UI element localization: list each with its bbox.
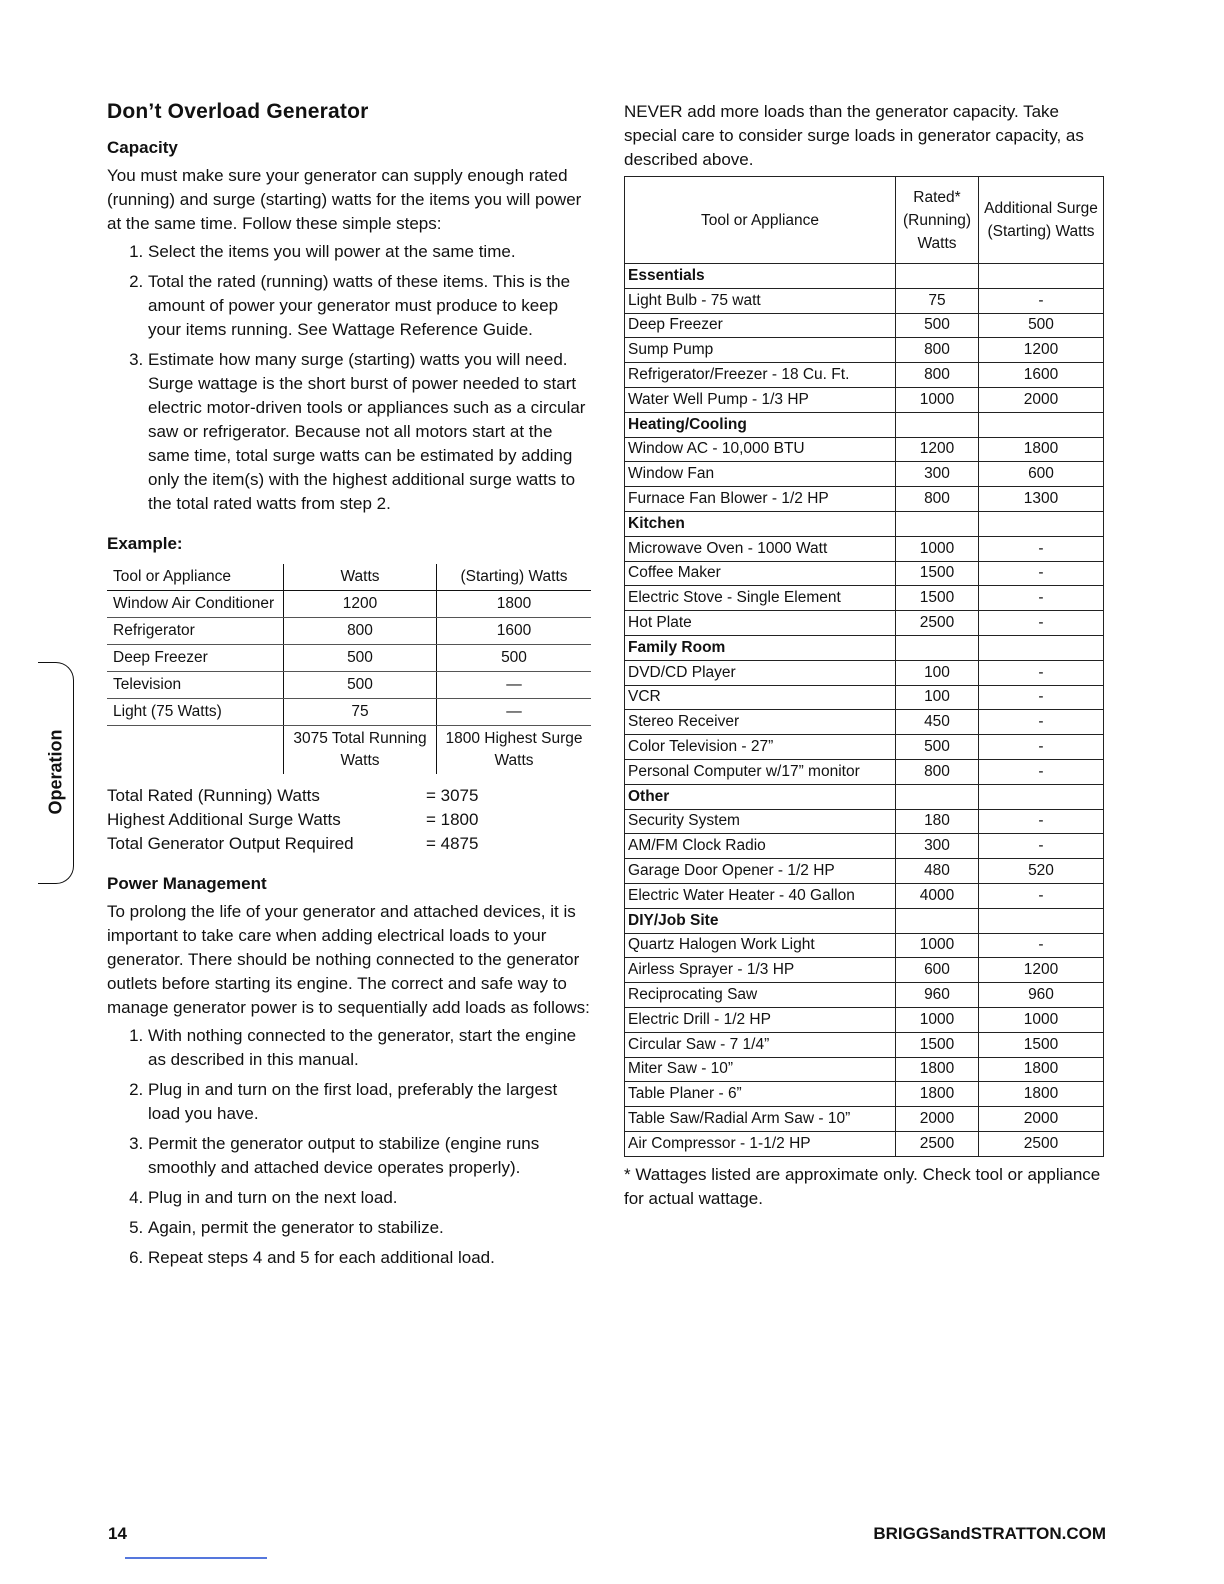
- summary-row: [107, 832, 591, 856]
- wattage-category-row: [625, 635, 1104, 660]
- wattage-row: [625, 1107, 1104, 1132]
- wattage-category-row: [625, 264, 1104, 289]
- example-cell: —: [437, 699, 592, 726]
- rated-watts-cell: 1000: [896, 387, 979, 412]
- rated-watts-cell: 2500: [896, 1131, 979, 1156]
- example-row: [107, 618, 591, 645]
- capacity-step: 2. Total the rated (running) watts of these items. This is the amount of power your generator must produce to keep your items running. See Wattage Reference Guide.: [148, 270, 591, 342]
- example-table: [107, 564, 591, 774]
- surge-watts-cell: [979, 635, 1104, 660]
- example-cell: 1200: [284, 591, 437, 618]
- example-header-cell: Tool or Appliance: [107, 564, 284, 591]
- wattage-row: [625, 1032, 1104, 1057]
- appliance-name-cell: Electric Water Heater - 40 Gallon: [625, 883, 896, 908]
- rated-watts-cell: 1000: [896, 933, 979, 958]
- wattage-row: [625, 1007, 1104, 1032]
- surge-watts-cell: [979, 264, 1104, 289]
- rated-watts-cell: 800: [896, 338, 979, 363]
- wattage-row: [625, 387, 1104, 412]
- appliance-name-cell: Family Room: [625, 635, 896, 660]
- power-management-steps: [107, 1024, 591, 1270]
- wattage-row: [625, 586, 1104, 611]
- power-step: 6. Repeat steps 4 and 5 for each additional load.: [148, 1246, 591, 1270]
- rated-watts-cell: 600: [896, 958, 979, 983]
- overload-warning: NEVER add more loads than the generator capacity. Take special care to consider surge loads in generator capacity, as described above.: [624, 102, 1084, 169]
- example-cell: Television: [107, 672, 284, 699]
- example-cell: 1800: [437, 591, 592, 618]
- summary-value: = 1800: [426, 810, 479, 829]
- appliance-name-cell: Reciprocating Saw: [625, 983, 896, 1008]
- example-header-row: [107, 564, 591, 591]
- wattage-row: [625, 462, 1104, 487]
- rated-watts-cell: [896, 511, 979, 536]
- wattage-row: [625, 1131, 1104, 1156]
- rated-watts-cell: 1000: [896, 1007, 979, 1032]
- wattage-row: [625, 1082, 1104, 1107]
- surge-watts-cell: 500: [979, 313, 1104, 338]
- wattage-header-cell: Additional Surge (Starting) Watts: [979, 177, 1104, 264]
- footer-rule: [125, 1557, 267, 1559]
- example-heading: Example:: [107, 534, 183, 553]
- appliance-name-cell: Electric Drill - 1/2 HP: [625, 1007, 896, 1032]
- wattage-reference-table: [624, 176, 1104, 1157]
- appliance-name-cell: VCR: [625, 685, 896, 710]
- example-cell: 1600: [437, 618, 592, 645]
- wattage-category-row: [625, 511, 1104, 536]
- rated-watts-cell: 300: [896, 462, 979, 487]
- surge-watts-cell: -: [979, 809, 1104, 834]
- appliance-name-cell: Window Fan: [625, 462, 896, 487]
- rated-watts-cell: 1500: [896, 1032, 979, 1057]
- surge-watts-cell: -: [979, 685, 1104, 710]
- wattage-row: [625, 710, 1104, 735]
- example-cell: 75: [284, 699, 437, 726]
- wattage-row: [625, 487, 1104, 512]
- rated-watts-cell: 480: [896, 859, 979, 884]
- wattage-category-row: [625, 908, 1104, 933]
- rated-watts-cell: 1800: [896, 1082, 979, 1107]
- summary-label: Highest Additional Surge Watts: [107, 810, 341, 829]
- output-summary: [107, 784, 591, 856]
- rated-watts-cell: 2500: [896, 611, 979, 636]
- example-cell: 800: [284, 618, 437, 645]
- surge-watts-cell: [979, 511, 1104, 536]
- rated-watts-cell: 100: [896, 685, 979, 710]
- surge-watts-cell: -: [979, 536, 1104, 561]
- example-cell: Window Air Conditioner: [107, 591, 284, 618]
- summary-label: Total Rated (Running) Watts: [107, 786, 320, 805]
- wattage-row: [625, 660, 1104, 685]
- surge-watts-cell: 600: [979, 462, 1104, 487]
- example-cell: Refrigerator: [107, 618, 284, 645]
- capacity-heading: Capacity: [107, 138, 178, 157]
- rated-watts-cell: 1500: [896, 561, 979, 586]
- rated-watts-cell: 800: [896, 363, 979, 388]
- wattage-category-row: [625, 784, 1104, 809]
- power-step: 5. Again, permit the generator to stabilize.: [148, 1216, 591, 1240]
- surge-watts-cell: 960: [979, 983, 1104, 1008]
- example-cell: 500: [284, 645, 437, 672]
- rated-watts-cell: 500: [896, 735, 979, 760]
- example-header-cell: (Starting) Watts: [437, 564, 592, 591]
- rated-watts-cell: [896, 264, 979, 289]
- surge-watts-cell: -: [979, 586, 1104, 611]
- right-column: [624, 100, 1104, 1211]
- appliance-name-cell: Essentials: [625, 264, 896, 289]
- wattage-row: [625, 561, 1104, 586]
- wattage-row: [625, 437, 1104, 462]
- power-step: 4. Plug in and turn on the next load.: [148, 1186, 591, 1210]
- wattage-row: [625, 338, 1104, 363]
- example-total-cell: 3075 Total Running Watts: [284, 726, 437, 775]
- surge-watts-cell: 1200: [979, 338, 1104, 363]
- appliance-name-cell: Heating/Cooling: [625, 412, 896, 437]
- summary-value: = 3075: [426, 786, 479, 805]
- appliance-name-cell: Stereo Receiver: [625, 710, 896, 735]
- surge-watts-cell: 1200: [979, 958, 1104, 983]
- wattage-row: [625, 685, 1104, 710]
- appliance-name-cell: Security System: [625, 809, 896, 834]
- surge-watts-cell: 1800: [979, 1082, 1104, 1107]
- rated-watts-cell: [896, 908, 979, 933]
- appliance-name-cell: AM/FM Clock Radio: [625, 834, 896, 859]
- surge-watts-cell: 1500: [979, 1032, 1104, 1057]
- example-header-cell: Watts: [284, 564, 437, 591]
- wattage-row: [625, 313, 1104, 338]
- surge-watts-cell: 1000: [979, 1007, 1104, 1032]
- surge-watts-cell: -: [979, 735, 1104, 760]
- appliance-name-cell: DVD/CD Player: [625, 660, 896, 685]
- rated-watts-cell: [896, 635, 979, 660]
- rated-watts-cell: 800: [896, 759, 979, 784]
- appliance-name-cell: Hot Plate: [625, 611, 896, 636]
- wattage-row: [625, 883, 1104, 908]
- rated-watts-cell: 180: [896, 809, 979, 834]
- rated-watts-cell: 100: [896, 660, 979, 685]
- surge-watts-cell: -: [979, 933, 1104, 958]
- rated-watts-cell: 1800: [896, 1057, 979, 1082]
- surge-watts-cell: 1300: [979, 487, 1104, 512]
- surge-watts-cell: -: [979, 834, 1104, 859]
- rated-watts-cell: 75: [896, 288, 979, 313]
- appliance-name-cell: Window AC - 10,000 BTU: [625, 437, 896, 462]
- example-cell: 500: [284, 672, 437, 699]
- appliance-name-cell: Microwave Oven - 1000 Watt: [625, 536, 896, 561]
- example-row: [107, 591, 591, 618]
- surge-watts-cell: -: [979, 561, 1104, 586]
- appliance-name-cell: Kitchen: [625, 511, 896, 536]
- example-total-cell: [107, 726, 284, 775]
- wattage-footnote: * Wattages listed are approximate only. Check tool or appliance for actual wattage.: [624, 1164, 1101, 1208]
- wattage-row: [625, 809, 1104, 834]
- wattage-row: [625, 735, 1104, 760]
- wattage-header-row: [625, 177, 1104, 264]
- example-cell: 500: [437, 645, 592, 672]
- power-step: 2. Plug in and turn on the first load, preferably the largest load you have.: [148, 1078, 591, 1126]
- surge-watts-cell: 2000: [979, 1107, 1104, 1132]
- rated-watts-cell: 800: [896, 487, 979, 512]
- surge-watts-cell: -: [979, 759, 1104, 784]
- appliance-name-cell: Refrigerator/Freezer - 18 Cu. Ft.: [625, 363, 896, 388]
- rated-watts-cell: 1000: [896, 536, 979, 561]
- power-management-intro: To prolong the life of your generator and attached devices, it is important to take care when adding electrical loads to your generator. There should be nothing connected to the generator outlets before starting its engine. The correct and safe way to manage generator power is to sequentially add loads as follows:: [107, 902, 590, 1017]
- example-row: [107, 645, 591, 672]
- appliance-name-cell: DIY/Job Site: [625, 908, 896, 933]
- summary-label: Total Generator Output Required: [107, 834, 354, 853]
- surge-watts-cell: [979, 412, 1104, 437]
- surge-watts-cell: 1800: [979, 437, 1104, 462]
- example-cell: —: [437, 672, 592, 699]
- surge-watts-cell: -: [979, 710, 1104, 735]
- surge-watts-cell: [979, 784, 1104, 809]
- appliance-name-cell: Table Planer - 6”: [625, 1082, 896, 1107]
- rated-watts-cell: 4000: [896, 883, 979, 908]
- appliance-name-cell: Other: [625, 784, 896, 809]
- surge-watts-cell: -: [979, 660, 1104, 685]
- appliance-name-cell: Airless Sprayer - 1/3 HP: [625, 958, 896, 983]
- rated-watts-cell: [896, 412, 979, 437]
- rated-watts-cell: [896, 784, 979, 809]
- example-row: [107, 699, 591, 726]
- surge-watts-cell: 1800: [979, 1057, 1104, 1082]
- appliance-name-cell: Furnace Fan Blower - 1/2 HP: [625, 487, 896, 512]
- rated-watts-cell: 300: [896, 834, 979, 859]
- rated-watts-cell: 1200: [896, 437, 979, 462]
- appliance-name-cell: Water Well Pump - 1/3 HP: [625, 387, 896, 412]
- wattage-row: [625, 958, 1104, 983]
- wattage-row: [625, 536, 1104, 561]
- example-cell: Light (75 Watts): [107, 699, 284, 726]
- surge-watts-cell: -: [979, 611, 1104, 636]
- appliance-name-cell: Electric Stove - Single Element: [625, 586, 896, 611]
- surge-watts-cell: -: [979, 883, 1104, 908]
- wattage-row: [625, 983, 1104, 1008]
- appliance-name-cell: Coffee Maker: [625, 561, 896, 586]
- website-footer: BRIGGSandSTRATTON.COM: [873, 1524, 1106, 1543]
- left-column: [107, 100, 591, 1276]
- wattage-row: [625, 859, 1104, 884]
- rated-watts-cell: 1500: [896, 586, 979, 611]
- wattage-row: [625, 611, 1104, 636]
- surge-watts-cell: [979, 908, 1104, 933]
- page-number: 14: [108, 1524, 127, 1543]
- appliance-name-cell: Air Compressor - 1-1/2 HP: [625, 1131, 896, 1156]
- side-tab-label: Operation: [45, 729, 66, 815]
- appliance-name-cell: Garage Door Opener - 1/2 HP: [625, 859, 896, 884]
- appliance-name-cell: Miter Saw - 10”: [625, 1057, 896, 1082]
- rated-watts-cell: 500: [896, 313, 979, 338]
- surge-watts-cell: 2500: [979, 1131, 1104, 1156]
- wattage-row: [625, 834, 1104, 859]
- capacity-intro: You must make sure your generator can supply enough rated (running) and surge (starting) watts for the items you will power at the same time. Follow these simple steps:: [107, 166, 582, 233]
- appliance-name-cell: Table Saw/Radial Arm Saw - 10”: [625, 1107, 896, 1132]
- wattage-header-cell: Rated* (Running) Watts: [896, 177, 979, 264]
- surge-watts-cell: 2000: [979, 387, 1104, 412]
- appliance-name-cell: Quartz Halogen Work Light: [625, 933, 896, 958]
- wattage-row: [625, 288, 1104, 313]
- example-totals-row: [107, 726, 591, 775]
- wattage-row: [625, 933, 1104, 958]
- wattage-row: [625, 759, 1104, 784]
- example-row: [107, 672, 591, 699]
- rated-watts-cell: 450: [896, 710, 979, 735]
- wattage-header-cell: Tool or Appliance: [625, 177, 896, 264]
- summary-value: = 4875: [426, 834, 479, 853]
- summary-row: [107, 808, 591, 832]
- rated-watts-cell: 2000: [896, 1107, 979, 1132]
- surge-watts-cell: -: [979, 288, 1104, 313]
- summary-row: [107, 784, 591, 808]
- capacity-step: 3. Estimate how many surge (starting) watts you will need. Surge wattage is the short burst of power needed to start electric motor-driven tools or appliances such as a circular saw or refrigerator. Because not all motors start at the same time, total surge watts can be estimated by adding only the item(s) with the highest additional surge watts to the total rated watts from step 2.: [148, 348, 591, 516]
- surge-watts-cell: 520: [979, 859, 1104, 884]
- appliance-name-cell: Light Bulb - 75 watt: [625, 288, 896, 313]
- example-total-cell: 1800 Highest Surge Watts: [437, 726, 592, 775]
- capacity-step: 1. Select the items you will power at the same time.: [148, 240, 591, 264]
- appliance-name-cell: Deep Freezer: [625, 313, 896, 338]
- power-step: 1. With nothing connected to the generator, start the engine as described in this manual.: [148, 1024, 591, 1072]
- appliance-name-cell: Sump Pump: [625, 338, 896, 363]
- wattage-category-row: [625, 412, 1104, 437]
- wattage-row: [625, 363, 1104, 388]
- example-cell: Deep Freezer: [107, 645, 284, 672]
- wattage-row: [625, 1057, 1104, 1082]
- power-step: 3. Permit the generator output to stabilize (engine runs smoothly and attached device operates properly).: [148, 1132, 591, 1180]
- power-management-heading: Power Management: [107, 874, 267, 893]
- section-title: Don’t Overload Generator: [107, 100, 369, 123]
- capacity-steps: [107, 240, 591, 516]
- appliance-name-cell: Circular Saw - 7 1/4”: [625, 1032, 896, 1057]
- rated-watts-cell: 960: [896, 983, 979, 1008]
- appliance-name-cell: Personal Computer w/17” monitor: [625, 759, 896, 784]
- surge-watts-cell: 1600: [979, 363, 1104, 388]
- appliance-name-cell: Color Television - 27”: [625, 735, 896, 760]
